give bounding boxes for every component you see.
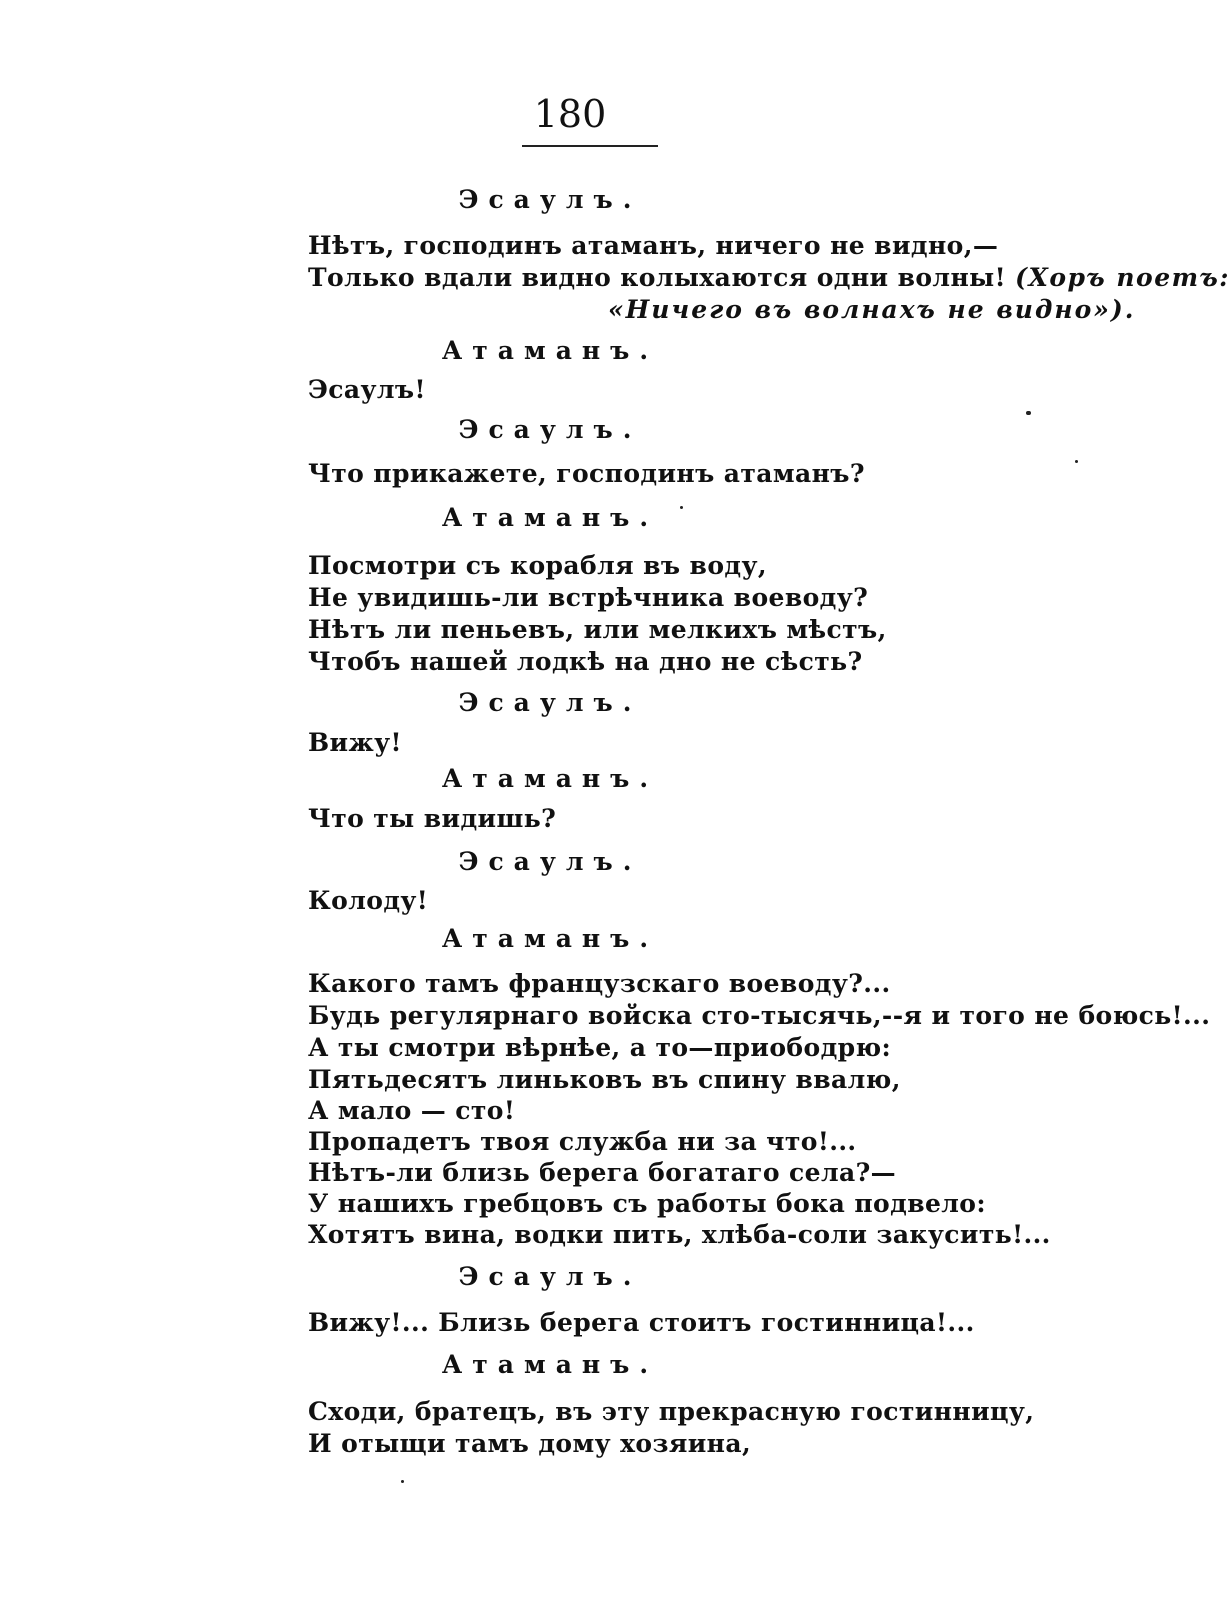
stage-direction: (Хоръ поетъ: [1015,263,1230,292]
verse-line: Какого тамъ французскаго воеводу?... [308,969,891,998]
verse-text: Только вдали видно колыхаются одни волны! [308,263,1006,292]
verse-line: Хотятъ вина, водки пить, хлѣба-соли закусить!... [308,1220,1051,1249]
speaker-heading: Эсаулъ. [458,847,642,876]
speaker-heading: Эсаулъ. [458,688,642,717]
verse-line: Эсаулъ! [308,375,426,404]
verse-line [308,262,1230,293]
verse-line: Что ты видишь? [308,804,557,833]
verse-line: Пропадетъ твоя служба ни за что!... [308,1127,857,1156]
verse-line: Будь регулярнаго войска сто-тысячь,--я и того не боюсь!... [308,1001,1211,1030]
verse-line: У нашихъ гребцовъ съ работы бока подвело: [308,1189,986,1218]
speaker-heading: Атаманъ. [441,336,659,365]
verse-line: Нѣтъ, господинъ атаманъ, ничего не видно,— [308,231,999,260]
speaker-heading: Атаманъ. [441,1350,659,1379]
verse-line: Посмотри съ корабля въ воду, [308,551,767,580]
print-speck [1075,460,1078,463]
page-number: 180 [533,92,607,136]
verse-line: Чтобъ нашей лодкѣ на дно не сѣсть? [308,647,863,676]
verse-line: Колоду! [308,886,429,915]
speaker-heading: Атаманъ. [441,764,659,793]
speaker-heading: Эсаулъ. [458,415,642,444]
verse-line: Пятьдесятъ линьковъ въ спину ввалю, [308,1065,901,1094]
page-number-rule [522,145,658,147]
verse-line: Не увидишь-ли встрѣчника воеводу? [308,583,869,612]
verse-line: Сходи, братецъ, въ эту прекрасную гостинницу, [308,1397,1035,1426]
stage-direction-continued: «Ничего въ волнахъ не видно»). [608,295,1136,324]
print-speck [680,506,683,509]
print-speck [1026,411,1031,415]
verse-line: Вижу! [308,728,402,757]
speaker-heading: Атаманъ. [441,924,659,953]
verse-line: И отыщи тамъ дому хозяина, [308,1429,752,1458]
verse-line: Что прикажете, господинъ атаманъ? [308,459,865,488]
speaker-heading: Атаманъ. [441,503,659,532]
verse-line: Нѣтъ-ли близь берега богатаго села?— [308,1158,897,1187]
verse-line: А мало — сто! [308,1096,516,1125]
speaker-heading: Эсаулъ. [458,185,642,214]
print-speck [401,1480,404,1483]
verse-line: Нѣтъ ли пеньевъ, или мелкихъ мѣстъ, [308,615,887,644]
verse-line: А ты смотри вѣрнѣе, а то—приободрю: [308,1033,892,1062]
verse-line: Вижу!... Близь берега стоитъ гостинница!... [308,1308,975,1337]
speaker-heading: Эсаулъ. [458,1262,642,1291]
